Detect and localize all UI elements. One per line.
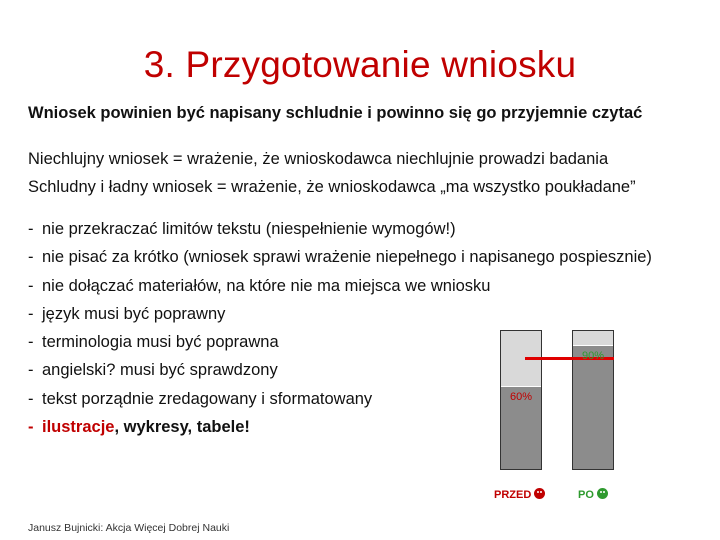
bullet-dash: - (28, 276, 34, 295)
bullet-dash: - (28, 418, 34, 437)
bullet-dash: - (28, 304, 34, 323)
footer-credit: Janusz Bujnicki: Akcja Więcej Dobrej Nauki (28, 522, 230, 534)
sad-face-icon (534, 488, 545, 499)
bullet-text: nie przekraczać limitów tekstu (niespełnienie wymogów!) (42, 220, 456, 238)
bullet-highlight: ilustracje (42, 418, 115, 437)
bullet-text: tekst porządnie zredagowany i sformatowany (42, 389, 373, 408)
category-label-before (494, 488, 545, 501)
slide-subtitle: Wniosek powinien być napisany schludnie i powinno się go przyjemnie czytać (28, 104, 643, 122)
bullet-dash: - (28, 389, 34, 408)
bullet-text: , wykresy, tabele! (114, 418, 250, 437)
paragraph-neat: Schludny i ładny wniosek = wrażenie, że wnioskodawca „ma wszystko poukładane” (28, 178, 636, 196)
bullet-dash: - (28, 248, 34, 267)
bullet-item (28, 277, 718, 305)
bullet-text: terminologia musi być poprawna (42, 333, 279, 352)
value-label-before: 60% (510, 390, 533, 403)
bullet-dash: - (28, 361, 34, 380)
paragraph-sloppy: Niechlujny wniosek = wrażenie, że wnioskodawca niechlujnie prowadzi badania (28, 150, 609, 168)
category-label-after (578, 488, 608, 501)
happy-face-icon (597, 488, 608, 499)
bullet-dash: - (28, 333, 34, 352)
slide-title: 3. Przygotowanie wniosku (143, 44, 577, 85)
bullet-item (28, 220, 718, 248)
bar-after-empty (573, 331, 613, 345)
before-after-chart (480, 320, 660, 520)
bar-after-fill (573, 346, 613, 469)
bullet-text: język musi być poprawny (42, 304, 226, 323)
bullet-text: angielski? musi być sprawdzony (42, 361, 278, 380)
category-text: PRZED (494, 489, 532, 501)
bullet-dash: - (28, 220, 34, 238)
category-text: PO (578, 489, 594, 501)
bullet-text: nie dołączać materiałów, na które nie ma miejsca we wniosku (42, 276, 491, 295)
value-label-after: 90% (582, 349, 605, 362)
bullet-item (28, 248, 718, 276)
bullet-text: nie pisać za krótko (wniosek sprawi wrażenie niepełnego i napisanego pospiesznie) (42, 248, 652, 267)
